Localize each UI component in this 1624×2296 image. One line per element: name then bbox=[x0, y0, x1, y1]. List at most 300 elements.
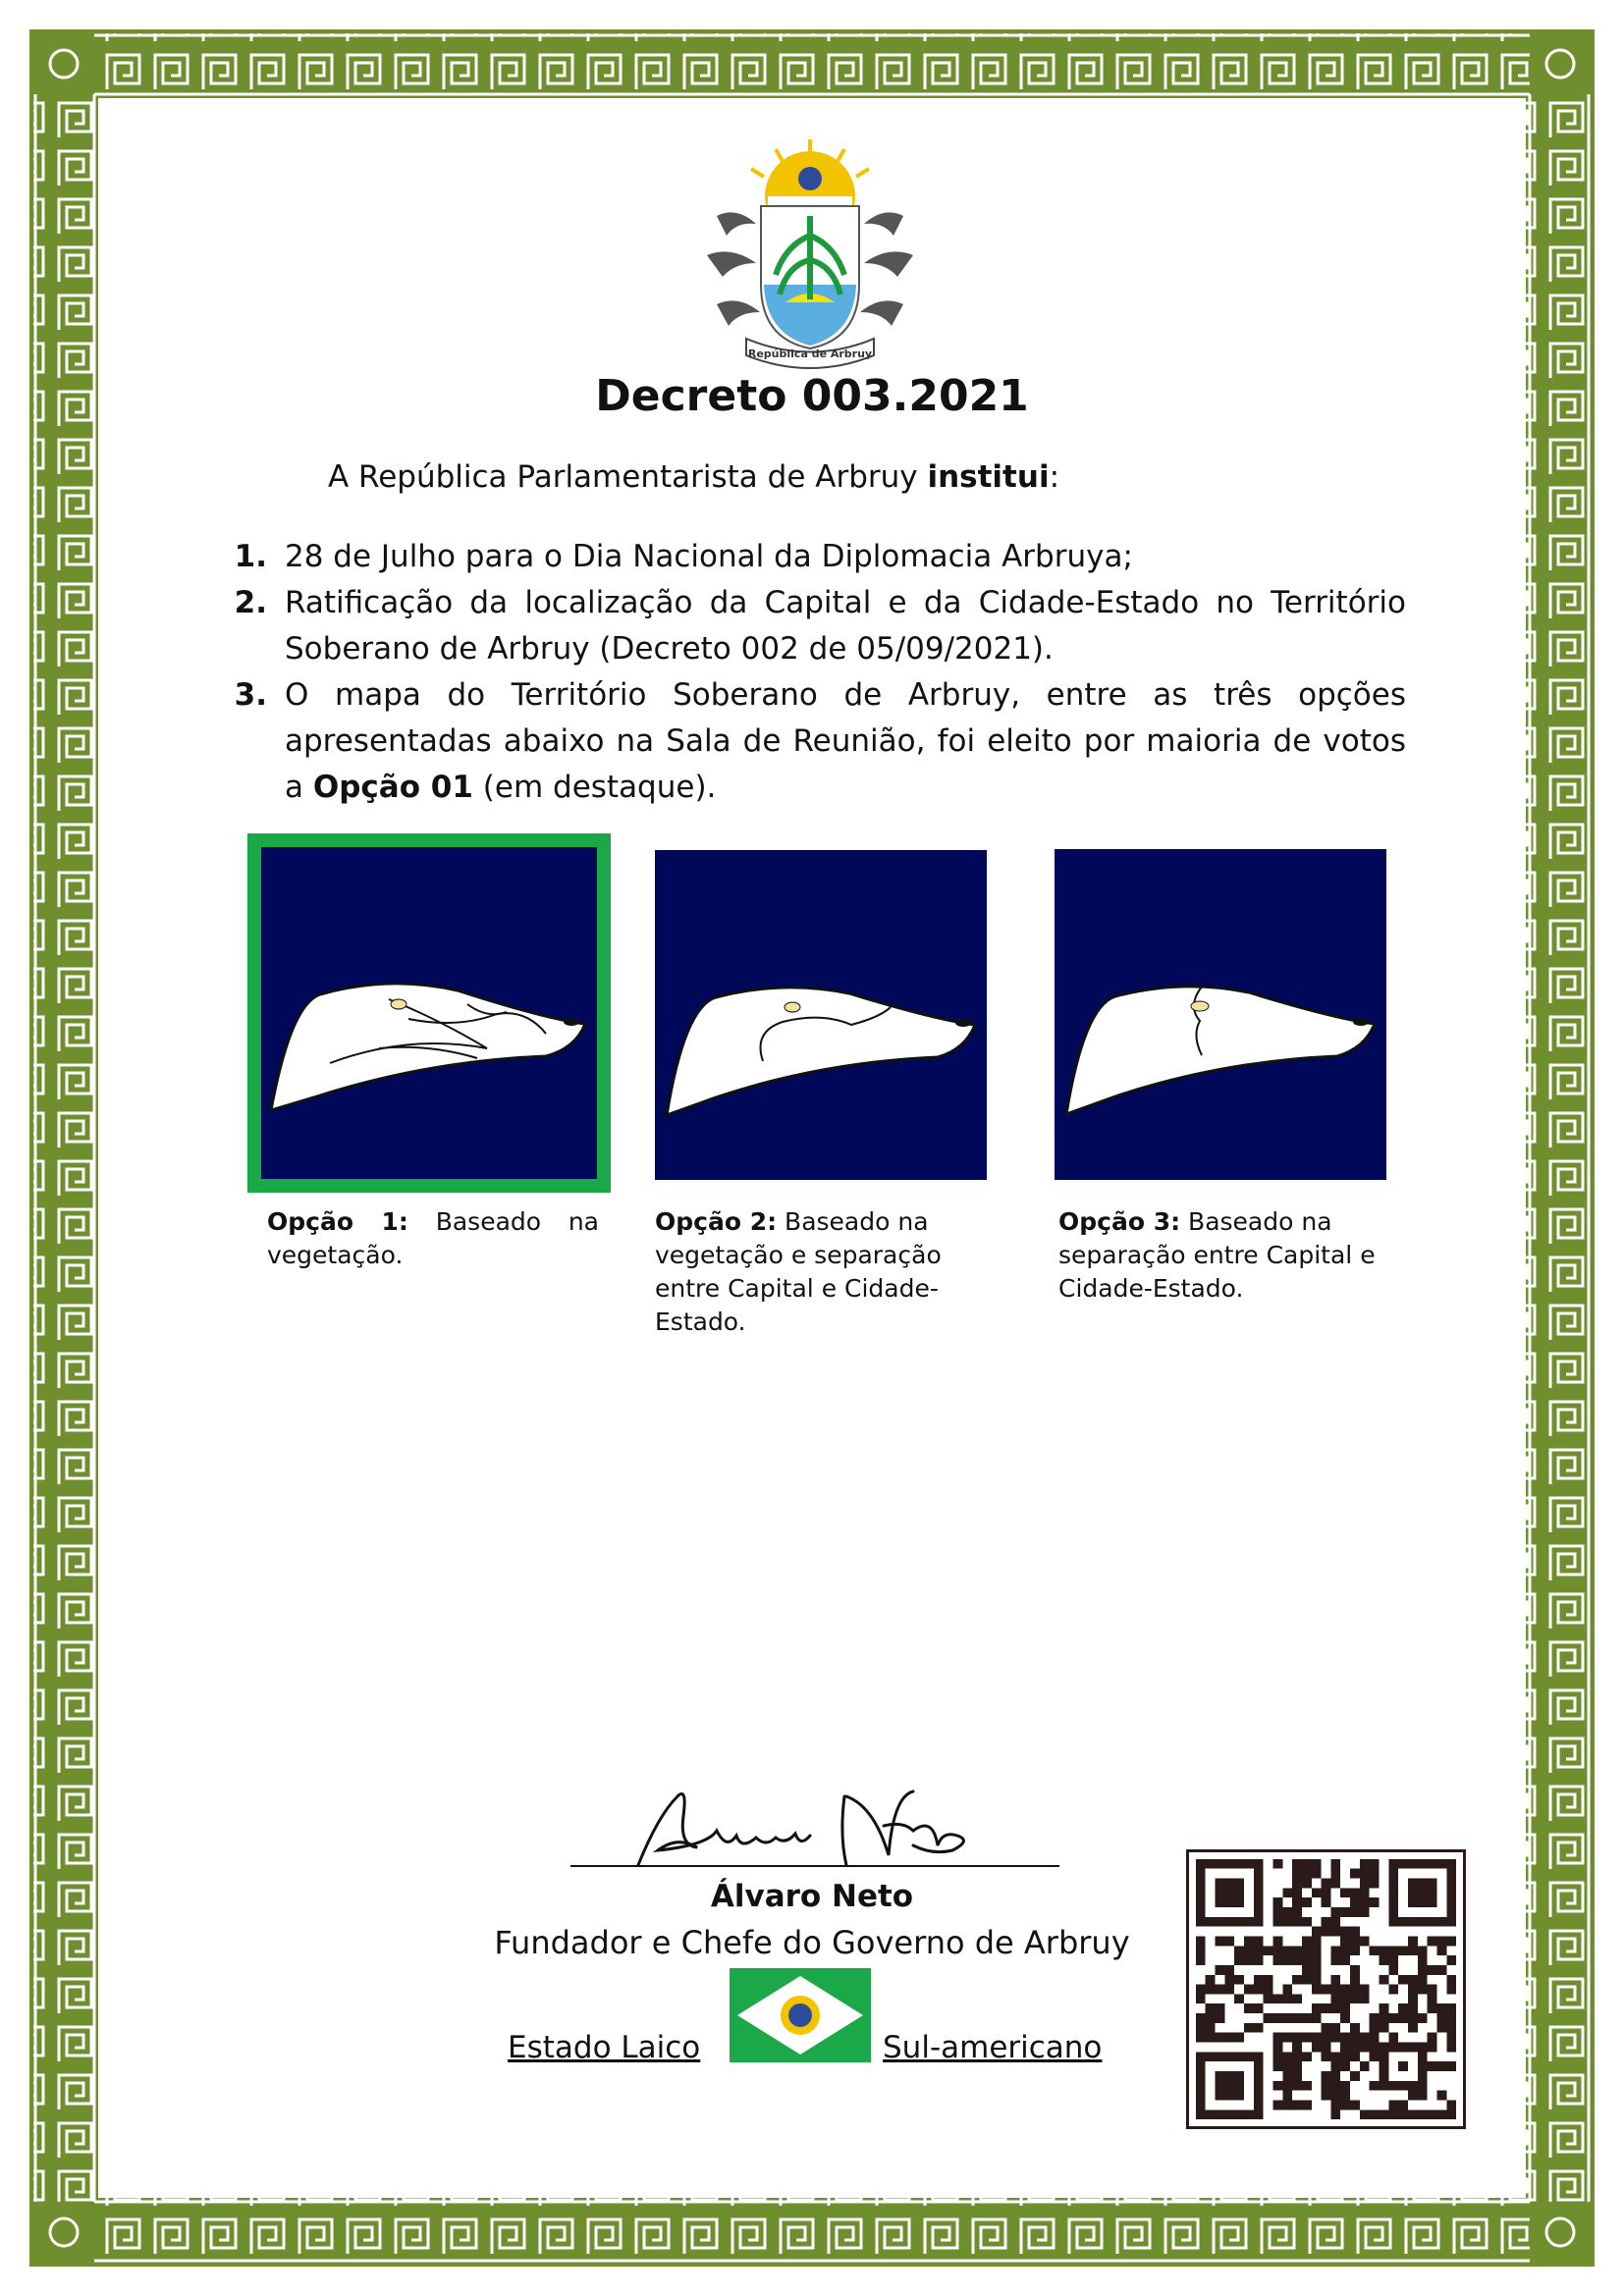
qr-module bbox=[1398, 2109, 1408, 2119]
qr-module bbox=[1254, 1936, 1264, 1946]
qr-module bbox=[1196, 2023, 1206, 2033]
qr-module bbox=[1388, 2013, 1398, 2023]
qr-module bbox=[1350, 1946, 1360, 1955]
qr-module bbox=[1340, 1994, 1350, 2003]
qr-module bbox=[1312, 2013, 1322, 2023]
qr-module bbox=[1340, 1955, 1350, 1965]
item-number: 3. bbox=[234, 677, 267, 713]
qr-module bbox=[1388, 2101, 1398, 2110]
emblem-banner-text: República de Arbruy bbox=[747, 347, 873, 360]
qr-module bbox=[1196, 1946, 1206, 1955]
qr-module bbox=[1380, 2013, 1389, 2023]
qr-module bbox=[1340, 2043, 1350, 2053]
qr-module bbox=[1196, 2033, 1206, 2043]
qr-module bbox=[1446, 2109, 1456, 2119]
qr-module bbox=[1418, 1955, 1428, 1965]
qr-module bbox=[1302, 1897, 1312, 1907]
qr-module bbox=[1437, 2003, 1447, 2013]
qr-module bbox=[1388, 1955, 1398, 1965]
qr-module bbox=[1292, 2061, 1302, 2071]
qr-module bbox=[1272, 1955, 1282, 1965]
qr-module bbox=[1370, 2052, 1380, 2061]
qr-module bbox=[1350, 1897, 1360, 1907]
qr-module bbox=[1234, 2033, 1244, 2043]
qr-module bbox=[1408, 2091, 1418, 2101]
qr-module bbox=[1418, 1946, 1428, 1955]
qr-module bbox=[1340, 1888, 1350, 1897]
qr-module bbox=[1350, 1869, 1360, 1879]
qr-module bbox=[1302, 2013, 1312, 2023]
qr-module bbox=[1292, 2043, 1302, 2053]
qr-module bbox=[1302, 1869, 1312, 1879]
qr-module bbox=[1408, 1994, 1418, 2003]
qr-module bbox=[1340, 2013, 1350, 2023]
qr-module bbox=[1272, 2081, 1282, 2091]
qr-module bbox=[1428, 1965, 1437, 1975]
qr-module bbox=[1272, 1859, 1282, 1869]
signer-name: Álvaro Neto bbox=[710, 1879, 914, 1914]
qr-module bbox=[1350, 2043, 1360, 2053]
qr-module bbox=[1340, 1946, 1350, 1955]
item-number: 1. bbox=[234, 539, 267, 574]
qr-module bbox=[1330, 1927, 1340, 1937]
qr-module bbox=[1360, 2043, 1370, 2053]
qr-module bbox=[1322, 2052, 1331, 2061]
qr-module bbox=[1350, 1936, 1360, 1946]
qr-module bbox=[1322, 1927, 1331, 1937]
qr-module bbox=[1312, 1985, 1322, 1995]
qr-module bbox=[1330, 1946, 1340, 1955]
qr-module bbox=[1446, 2013, 1456, 2023]
qr-module bbox=[1322, 2071, 1331, 2081]
qr-module bbox=[1437, 2061, 1447, 2071]
qr-module bbox=[1350, 1907, 1360, 1917]
qr-module bbox=[1370, 2023, 1380, 2033]
qr-module bbox=[1446, 2043, 1456, 2053]
qr-module bbox=[1292, 1946, 1302, 1955]
qr-module bbox=[1292, 2071, 1302, 2081]
qr-module bbox=[1388, 2033, 1398, 2043]
qr-module bbox=[1446, 1936, 1456, 1946]
qr-module bbox=[1322, 2091, 1331, 2101]
qr-module bbox=[1244, 1985, 1254, 1995]
qr-module bbox=[1215, 1936, 1224, 1946]
qr-module bbox=[1408, 2013, 1418, 2023]
qr-module bbox=[1408, 1985, 1418, 1995]
qr-module bbox=[1234, 1994, 1244, 2003]
option-2-caption: Opção 2: Baseado na vegetação e separação entre Capital e Cidade-Estado. bbox=[655, 1207, 942, 1336]
qr-module bbox=[1302, 1965, 1312, 1975]
qr-module bbox=[1302, 1878, 1312, 1888]
qr-module bbox=[1282, 1907, 1292, 1917]
qr-module bbox=[1282, 1917, 1292, 1927]
qr-module bbox=[1292, 2013, 1302, 2023]
qr-module bbox=[1312, 1955, 1322, 1965]
qr-module bbox=[1350, 2101, 1360, 2110]
qr-module bbox=[1360, 1985, 1370, 1995]
qr-module bbox=[1330, 2101, 1340, 2110]
qr-module bbox=[1272, 1994, 1282, 2003]
qr-module bbox=[1264, 1975, 1273, 1985]
qr-module bbox=[1224, 1965, 1234, 1975]
option-3-map bbox=[1055, 849, 1386, 1180]
qr-module bbox=[1408, 2003, 1418, 2013]
qr-module bbox=[1428, 1994, 1437, 2003]
qr-module bbox=[1330, 2071, 1340, 2081]
qr-module bbox=[1244, 1955, 1254, 1965]
decree-title: Decreto 003.2021 bbox=[595, 371, 1029, 421]
qr-module bbox=[1292, 2081, 1302, 2091]
qr-module bbox=[1446, 2023, 1456, 2033]
qr-module bbox=[1340, 2081, 1350, 2091]
qr-module bbox=[1272, 2052, 1282, 2061]
qr-module bbox=[1215, 2003, 1224, 2013]
qr-module bbox=[1302, 2052, 1312, 2061]
qr-module bbox=[1312, 2043, 1322, 2053]
qr-module bbox=[1330, 2081, 1340, 2091]
qr-module bbox=[1322, 2033, 1331, 2043]
qr-module bbox=[1360, 2033, 1370, 2043]
qr-module bbox=[1282, 1985, 1292, 1995]
qr-module bbox=[1380, 2023, 1389, 2033]
qr-module bbox=[1398, 1975, 1408, 1985]
qr-module bbox=[1292, 1994, 1302, 2003]
qr-module bbox=[1330, 2023, 1340, 2033]
qr-module bbox=[1360, 1936, 1370, 1946]
qr-module bbox=[1360, 1907, 1370, 1917]
qr-module bbox=[1292, 2052, 1302, 2061]
qr-module bbox=[1370, 1878, 1380, 1888]
footer-right-text: Sul-americano bbox=[883, 2030, 1103, 2065]
list-item bbox=[228, 534, 1406, 580]
arbruy-flag bbox=[730, 1968, 871, 2062]
qr-module bbox=[1340, 2052, 1350, 2061]
qr-module bbox=[1322, 2081, 1331, 2091]
qr-module bbox=[1206, 2013, 1216, 2023]
qr-module bbox=[1370, 2013, 1380, 2023]
qr-module bbox=[1330, 1878, 1340, 1888]
qr-module bbox=[1370, 1897, 1380, 1907]
qr-module bbox=[1398, 2101, 1408, 2110]
qr-module bbox=[1254, 1955, 1264, 1965]
qr-module bbox=[1437, 2023, 1447, 2033]
qr-module bbox=[1282, 2071, 1292, 2081]
qr-module bbox=[1437, 1965, 1447, 1975]
qr-module bbox=[1282, 1955, 1292, 1965]
qr-module bbox=[1215, 1985, 1224, 1995]
qr-module bbox=[1370, 2043, 1380, 2053]
qr-module bbox=[1254, 2023, 1264, 2033]
qr-module bbox=[1206, 1975, 1216, 1985]
qr-module bbox=[1282, 2081, 1292, 2091]
qr-module bbox=[1437, 1936, 1447, 1946]
qr-module bbox=[1234, 1975, 1244, 1985]
qr-module bbox=[1330, 1869, 1340, 1879]
qr-module bbox=[1350, 2071, 1360, 2081]
qr-module bbox=[1360, 1859, 1370, 1869]
item-text: 28 de Julho para o Dia Nacional da Diplomacia Arbruya; bbox=[285, 539, 1133, 574]
qr-module bbox=[1330, 2033, 1340, 2043]
qr-module bbox=[1302, 1859, 1312, 1869]
qr-module bbox=[1408, 1946, 1418, 1955]
decree-items bbox=[228, 534, 1406, 811]
qr-module bbox=[1272, 1917, 1282, 1927]
qr-module bbox=[1370, 2081, 1380, 2091]
qr-module bbox=[1340, 2091, 1350, 2101]
qr-module bbox=[1302, 2081, 1312, 2091]
qr-module bbox=[1254, 1985, 1264, 1995]
qr-module bbox=[1446, 2003, 1456, 2013]
qr-module bbox=[1282, 1994, 1292, 2003]
qr-module bbox=[1312, 1859, 1322, 1869]
qr-module bbox=[1340, 1907, 1350, 1917]
qr-module bbox=[1264, 1985, 1273, 1995]
qr-module bbox=[1215, 1965, 1224, 1975]
qr-module bbox=[1196, 1994, 1206, 2003]
item-number: 2. bbox=[234, 585, 267, 620]
qr-module bbox=[1264, 2013, 1273, 2023]
qr-module bbox=[1418, 1985, 1428, 1995]
qr-module bbox=[1224, 1936, 1234, 1946]
qr-module bbox=[1350, 2023, 1360, 2033]
qr-module bbox=[1380, 1955, 1389, 1965]
qr-module bbox=[1418, 2109, 1428, 2119]
qr-module bbox=[1206, 2003, 1216, 2013]
qr-module bbox=[1380, 2003, 1389, 2013]
qr-module bbox=[1360, 2061, 1370, 2071]
qr-module bbox=[1428, 2043, 1437, 2053]
qr-module bbox=[1350, 1975, 1360, 1985]
qr-module bbox=[1282, 2033, 1292, 2043]
qr-module bbox=[1244, 2023, 1254, 2033]
qr-module bbox=[1312, 1965, 1322, 1975]
qr-code bbox=[1186, 1849, 1466, 2129]
qr-module bbox=[1388, 1946, 1398, 1955]
qr-module bbox=[1292, 1917, 1302, 1927]
item-text: O mapa do Território Soberano de Arbruy, entre as três opções apresentadas abaixo na Sala de Reunião, foi eleito por maioria de votos a Opção 01 (em destaque). bbox=[285, 677, 1406, 805]
qr-module bbox=[1330, 1994, 1340, 2003]
qr-module bbox=[1428, 2003, 1437, 2013]
qr-module bbox=[1272, 2061, 1282, 2071]
qr-module bbox=[1322, 2043, 1331, 2053]
option-1-caption: Opção 1: Baseado na vegetação. bbox=[267, 1207, 600, 1269]
qr-module bbox=[1196, 1985, 1206, 1995]
qr-module bbox=[1350, 1888, 1360, 1897]
qr-module bbox=[1282, 1946, 1292, 1955]
qr-module bbox=[1380, 1975, 1389, 1985]
qr-module bbox=[1302, 2033, 1312, 2043]
qr-module bbox=[1292, 1869, 1302, 1879]
qr-module bbox=[1272, 1907, 1282, 1917]
qr-module bbox=[1340, 2101, 1350, 2110]
qr-module bbox=[1272, 1946, 1282, 1955]
qr-module bbox=[1302, 1936, 1312, 1946]
qr-module bbox=[1292, 1888, 1302, 1897]
qr-module bbox=[1292, 1975, 1302, 1985]
qr-module bbox=[1292, 1859, 1302, 1869]
qr-module bbox=[1446, 2061, 1456, 2071]
qr-module bbox=[1370, 2109, 1380, 2119]
qr-module bbox=[1408, 2109, 1418, 2119]
qr-module bbox=[1312, 1869, 1322, 1879]
qr-module bbox=[1437, 2109, 1447, 2119]
arbruy-coat-of-arms bbox=[677, 137, 943, 373]
qr-module bbox=[1380, 2109, 1389, 2119]
qr-module bbox=[1292, 2101, 1302, 2110]
qr-module bbox=[1330, 1985, 1340, 1995]
qr-module bbox=[1428, 1985, 1437, 1995]
qr-module bbox=[1196, 2013, 1206, 2023]
qr-module bbox=[1282, 2061, 1292, 2071]
qr-module bbox=[1350, 1965, 1360, 1975]
qr-module bbox=[1272, 2033, 1282, 2043]
qr-module bbox=[1446, 1975, 1456, 1985]
qr-module bbox=[1322, 1878, 1331, 1888]
qr-module bbox=[1330, 1859, 1340, 1869]
qr-module bbox=[1330, 1955, 1340, 1965]
qr-module bbox=[1388, 2109, 1398, 2119]
qr-module bbox=[1428, 2109, 1437, 2119]
qr-module bbox=[1312, 2033, 1322, 2043]
qr-module bbox=[1340, 1927, 1350, 1937]
qr-module bbox=[1196, 1936, 1206, 1946]
qr-module bbox=[1330, 1975, 1340, 1985]
qr-module bbox=[1224, 1985, 1234, 1995]
qr-module bbox=[1206, 2033, 1216, 2043]
qr-module bbox=[1408, 1975, 1418, 1985]
qr-module bbox=[1272, 2101, 1282, 2110]
qr-module bbox=[1272, 1936, 1282, 1946]
qr-module bbox=[1380, 1946, 1389, 1955]
qr-module bbox=[1340, 2003, 1350, 2013]
qr-module bbox=[1340, 2061, 1350, 2071]
qr-module bbox=[1388, 1965, 1398, 1975]
qr-module bbox=[1360, 2109, 1370, 2119]
qr-module bbox=[1330, 2061, 1340, 2071]
qr-module bbox=[1330, 2109, 1340, 2119]
qr-module bbox=[1428, 2061, 1437, 2071]
qr-module bbox=[1408, 1936, 1418, 1946]
qr-module bbox=[1330, 2003, 1340, 2013]
qr-module bbox=[1360, 1994, 1370, 2003]
qr-module bbox=[1322, 1917, 1331, 1927]
qr-module bbox=[1330, 1907, 1340, 1917]
qr-module bbox=[1215, 2033, 1224, 2043]
qr-module bbox=[1360, 1869, 1370, 1879]
qr-module bbox=[1437, 1946, 1447, 1955]
qr-module bbox=[1340, 2033, 1350, 2043]
qr-module bbox=[1224, 2033, 1234, 2043]
qr-module bbox=[1312, 1975, 1322, 1985]
qr-module bbox=[1370, 1869, 1380, 1879]
qr-module bbox=[1302, 1917, 1312, 1927]
qr-module bbox=[1350, 1985, 1360, 1995]
qr-module bbox=[1446, 1985, 1456, 1995]
qr-module bbox=[1418, 1965, 1428, 1975]
qr-module bbox=[1330, 1917, 1340, 1927]
option-3-caption: Opção 3: Baseado na separação entre Capital e Cidade-Estado. bbox=[1058, 1207, 1376, 1303]
qr-module bbox=[1446, 2033, 1456, 2043]
qr-module bbox=[1350, 2052, 1360, 2061]
qr-module bbox=[1282, 2052, 1292, 2061]
qr-module bbox=[1437, 2013, 1447, 2023]
qr-module bbox=[1446, 2101, 1456, 2110]
qr-module bbox=[1322, 2023, 1331, 2033]
qr-module bbox=[1244, 2003, 1254, 2013]
qr-module bbox=[1196, 1955, 1206, 1965]
qr-module bbox=[1360, 1897, 1370, 1907]
qr-module bbox=[1428, 1936, 1437, 1946]
qr-module bbox=[1322, 2003, 1331, 2013]
signature-line bbox=[570, 1865, 1059, 1867]
qr-module bbox=[1360, 1878, 1370, 1888]
list-item bbox=[228, 580, 1406, 672]
qr-module bbox=[1264, 1946, 1273, 1955]
qr-module bbox=[1446, 1955, 1456, 1965]
qr-module bbox=[1322, 1888, 1331, 1897]
qr-module bbox=[1312, 1936, 1322, 1946]
list-item bbox=[228, 672, 1406, 811]
qr-module bbox=[1370, 1859, 1380, 1869]
qr-module bbox=[1408, 2023, 1418, 2033]
signer-role: Fundador e Chefe do Governo de Arbruy bbox=[494, 1924, 1130, 1961]
qr-module bbox=[1292, 2033, 1302, 2043]
qr-module bbox=[1282, 1888, 1292, 1897]
qr-module bbox=[1388, 1985, 1398, 1995]
qr-module bbox=[1264, 1994, 1273, 2003]
qr-module bbox=[1302, 2101, 1312, 2110]
qr-module bbox=[1312, 1927, 1322, 1937]
item-text: Ratificação da localização da Capital e da Cidade-Estado no Território Soberano de Arbruy (Decreto 002 de 05/09/2021). bbox=[285, 585, 1406, 667]
qr-module bbox=[1244, 1946, 1254, 1955]
qr-module bbox=[1206, 2023, 1216, 2033]
qr-module bbox=[1215, 2013, 1224, 2023]
qr-module bbox=[1322, 1985, 1331, 1995]
qr-module bbox=[1437, 2091, 1447, 2101]
qr-module bbox=[1330, 2091, 1340, 2101]
qr-module bbox=[1234, 1946, 1244, 1955]
qr-module bbox=[1302, 1946, 1312, 1955]
qr-module bbox=[1370, 1946, 1380, 1955]
qr-module bbox=[1398, 2003, 1408, 2013]
option-1-map bbox=[261, 847, 597, 1179]
qr-module bbox=[1292, 1907, 1302, 1917]
qr-module bbox=[1302, 1975, 1312, 1985]
qr-module bbox=[1272, 2043, 1282, 2053]
qr-module bbox=[1322, 1897, 1331, 1907]
qr-module bbox=[1340, 1936, 1350, 1946]
option-2-map bbox=[655, 850, 987, 1180]
qr-module bbox=[1312, 1946, 1322, 1955]
qr-module bbox=[1398, 1946, 1408, 1955]
qr-module bbox=[1224, 1975, 1234, 1985]
qr-module bbox=[1272, 2013, 1282, 2023]
qr-module bbox=[1254, 1946, 1264, 1955]
qr-module bbox=[1292, 1897, 1302, 1907]
qr-module bbox=[1312, 2003, 1322, 2013]
qr-module bbox=[1398, 2013, 1408, 2023]
qr-module bbox=[1292, 1955, 1302, 1965]
qr-module bbox=[1418, 2013, 1428, 2023]
qr-module bbox=[1282, 2013, 1292, 2023]
qr-module bbox=[1282, 2091, 1292, 2101]
qr-module bbox=[1292, 1878, 1302, 1888]
qr-module bbox=[1254, 2003, 1264, 2013]
qr-module bbox=[1244, 1936, 1254, 1946]
qr-module bbox=[1350, 1927, 1360, 1937]
qr-module bbox=[1370, 2033, 1380, 2043]
qr-module bbox=[1302, 1955, 1312, 1965]
